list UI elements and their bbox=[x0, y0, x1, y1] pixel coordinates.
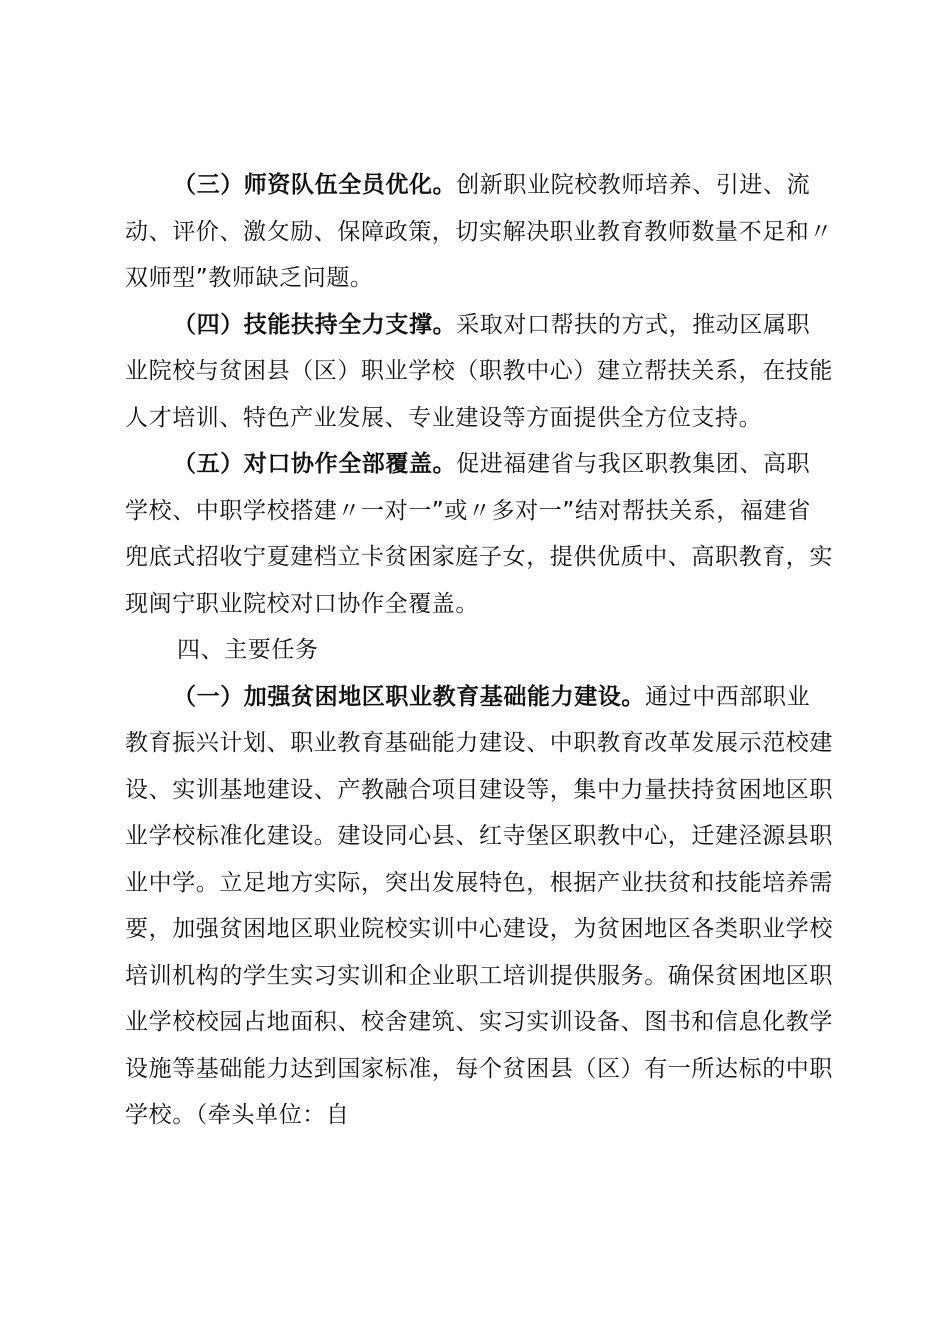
paragraph-line: 双师型”教师缺乏问题。 bbox=[125, 265, 374, 291]
paragraph-text: 采取对口帮扶的方式，推动区属职 bbox=[456, 311, 811, 338]
paragraph-line: 培训机构的学生实习实训和企业职工培训提供服务。确保贫困地区职 bbox=[125, 962, 833, 989]
paragraph-line: 业院校与贫困县（区）职业学校（职教中心）建立帮扶关系，在技能 bbox=[125, 358, 833, 384]
paragraph-line bbox=[125, 441, 837, 488]
paragraph-skill-support bbox=[125, 302, 837, 442]
paragraph-line: 设、实训基地建设、产教融合项目建设等，集中力量扶持贫困地区职 bbox=[125, 776, 833, 803]
paragraph-lead: （三）师资队伍全员优化。 bbox=[173, 172, 457, 198]
paragraph-line bbox=[125, 162, 837, 209]
paragraph-line: 业学校校园占地面积、校舍建筑、实习实训设备、图书和信息化教学 bbox=[125, 1009, 833, 1035]
paragraph-line: 业中学。立足地方实际，突出发展特色，根据产业扶贫和技能培养需 bbox=[125, 869, 833, 896]
paragraph-line: 教育振兴计划、职业教育基础能力建设、中职教育改革发展示范校建 bbox=[125, 730, 833, 756]
paragraph-teacher-optimization bbox=[125, 162, 837, 302]
section-heading: 四、主要任务 bbox=[177, 637, 319, 663]
paragraph-text: 通过中西部职业 bbox=[645, 683, 811, 710]
paragraph-line bbox=[125, 302, 837, 349]
paragraph-line: 现闽宁职业院校对口协作全覆盖。 bbox=[125, 590, 479, 617]
paragraph-line bbox=[125, 674, 837, 721]
paragraph-line: 兜底式招收宁夏建档立卡贫困家庭子女，提供优质中、高职教育，实 bbox=[125, 544, 833, 570]
paragraph-line: 人才培训、特色产业发展、专业建设等方面提供全方位支持。 bbox=[125, 404, 763, 431]
paragraph-line: 动、评价、激攵励、保障政策，切实解决职业教育教师数量不足和〃 bbox=[125, 218, 833, 245]
paragraph-lead: （四）技能扶持全力支撑。 bbox=[173, 311, 457, 338]
paragraph-lead: （一）加强贫困地区职业教育基础能力建设。 bbox=[173, 683, 645, 710]
paragraph-line: 业学校标准化建设。建设同心县、红寺堡区职教中心，迁建泾源县职 bbox=[125, 823, 833, 849]
paragraph-line: 学校。（牵头单位：自 bbox=[125, 1102, 350, 1128]
paragraph-line: 设施等基础能力达到国家标准，每个贫困县（区）有一所达标的中职 bbox=[125, 1055, 833, 1082]
paragraph-lead: （五）对口协作全部覆盖。 bbox=[173, 451, 457, 477]
paragraph-text: 创新职业院校教师培养、引进、流 bbox=[456, 172, 811, 198]
paragraph-task-1 bbox=[125, 674, 837, 1139]
document-page bbox=[125, 162, 837, 1139]
paragraph-text: 促进福建省与我区职教集团、高职 bbox=[456, 451, 811, 477]
paragraph-line: 要，加强贫困地区职业院校实训中心建设，为贫困地区各类职业学校 bbox=[125, 916, 833, 942]
paragraph-line: 学校、中职学校搭建〃一对一”或〃多对一”结对帮扶关系，福建省 bbox=[125, 497, 811, 524]
paragraph-cooperation-coverage bbox=[125, 441, 837, 627]
